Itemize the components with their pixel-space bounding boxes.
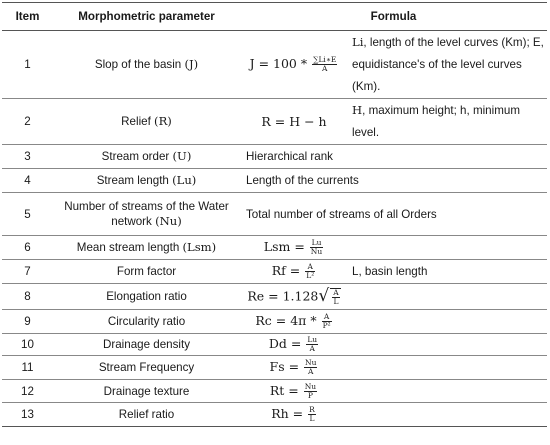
formula-denominator: L <box>309 414 315 423</box>
item-number: 9 <box>2 310 53 334</box>
formula: Rt = $\frac{Nu}{P}$ <box>240 380 348 403</box>
formula-denominator: L <box>333 296 339 306</box>
table-row <box>2 284 547 310</box>
formula-numerator: A <box>333 287 339 297</box>
parameter-name: Elongation ratio <box>53 284 240 310</box>
note <box>348 236 547 260</box>
table-row <box>2 169 547 193</box>
parameter-name: Number of streams of the Water network (Nu) <box>53 193 240 236</box>
formula-denominator: L² <box>306 271 315 280</box>
formula-denominator: Nu <box>310 247 323 256</box>
formula: Rc = 4π * $\frac{A}{\text{P²}}$ <box>240 310 348 334</box>
table-row <box>2 99 547 145</box>
table-row <box>2 403 547 427</box>
item-number: 7 <box>2 260 53 284</box>
item-number: 12 <box>2 380 53 403</box>
note <box>348 403 547 427</box>
formula: J = 100 * $\frac{\sum Li∗E}{A}$ <box>240 31 348 99</box>
parameter-name: Circularity ratio <box>53 310 240 334</box>
parameter-name: Mean stream length (Lsm) <box>53 236 240 260</box>
item-number: 3 <box>2 145 53 169</box>
formula-denominator: P <box>307 390 313 400</box>
table-row <box>2 356 547 380</box>
parameter-name: Drainage density <box>53 334 240 356</box>
parameter-name: Form factor <box>53 260 240 284</box>
note: L, basin length <box>348 260 547 284</box>
formula-numerator: Nu <box>304 381 317 391</box>
header-row <box>2 3 547 31</box>
formula: Rh = $\frac{R}{L}$ <box>240 403 348 427</box>
header-formula: Formula <box>240 3 547 31</box>
item-number: 4 <box>2 169 53 193</box>
item-number: 10 <box>2 334 53 356</box>
note: H, maximum height; h, minimum level. <box>348 99 547 145</box>
parameter-name: Drainage texture <box>53 380 240 403</box>
note: Li, length of the level curves (Km); E, equidistance's of the level curves (Km). <box>348 31 547 99</box>
formula-denominator: A <box>322 64 328 73</box>
item-number: 6 <box>2 236 53 260</box>
parameter-name: Slop of the basin (J) <box>53 31 240 99</box>
parameter-name: Stream Frequency <box>53 356 240 380</box>
table-row <box>2 145 547 169</box>
note <box>348 310 547 334</box>
formula-numerator: A <box>305 263 315 272</box>
header-item: Item <box>2 3 53 31</box>
formula: Length of the currents <box>240 169 547 193</box>
item-number: 1 <box>2 31 53 99</box>
formula-numerator: R <box>309 405 315 414</box>
formula-denominator: A <box>308 367 314 376</box>
morphometric-table <box>2 2 547 427</box>
formula: Dd = $\frac{Lu}{A}$ <box>240 334 348 356</box>
note <box>348 380 547 403</box>
note <box>348 284 547 310</box>
item-number: 2 <box>2 99 53 145</box>
formula-numerator: Lu <box>307 335 318 344</box>
formula: Hierarchical rank <box>240 145 547 169</box>
formula-numerator: Nu <box>305 358 317 367</box>
formula: Total number of streams of all Orders <box>240 193 547 236</box>
table-row <box>2 380 547 403</box>
item-number: 11 <box>2 356 53 380</box>
formula: Rf = $\frac{A}{\text{L²}}$ <box>240 260 348 284</box>
table-row <box>2 193 547 236</box>
header-parameter: Morphometric parameter <box>53 3 240 31</box>
table-row <box>2 334 547 356</box>
note <box>348 334 547 356</box>
table-row <box>2 260 547 284</box>
formula-numerator: ∑Li∗E <box>313 55 337 64</box>
item-number: 8 <box>2 284 53 310</box>
parameter-name: Relief ratio <box>53 403 240 427</box>
item-number: 5 <box>2 193 53 236</box>
formula-denominator: A <box>309 344 315 353</box>
formula: Fs = $\frac{Nu}{A}$ <box>240 356 348 380</box>
table-row <box>2 310 547 334</box>
formula-numerator: A <box>322 313 332 322</box>
formula: Lsm = $\frac{Lu}{Nu}$ <box>240 236 348 260</box>
sqrt-symbol: √ <box>318 286 330 306</box>
item-number: 13 <box>2 403 53 427</box>
parameter-name: Relief (R) <box>53 99 240 145</box>
parameter-name: Stream length (Lu) <box>53 169 240 193</box>
table-row <box>2 31 547 99</box>
parameter-name: Stream order (U) <box>53 145 240 169</box>
formula-denominator: P² <box>322 321 331 330</box>
formula: Re = 1.128√ $\frac{A}{L}$ <box>240 284 348 310</box>
note <box>348 356 547 380</box>
table-row <box>2 236 547 260</box>
formula-numerator: Lu <box>311 238 322 247</box>
formula: R = H − h <box>240 99 348 145</box>
